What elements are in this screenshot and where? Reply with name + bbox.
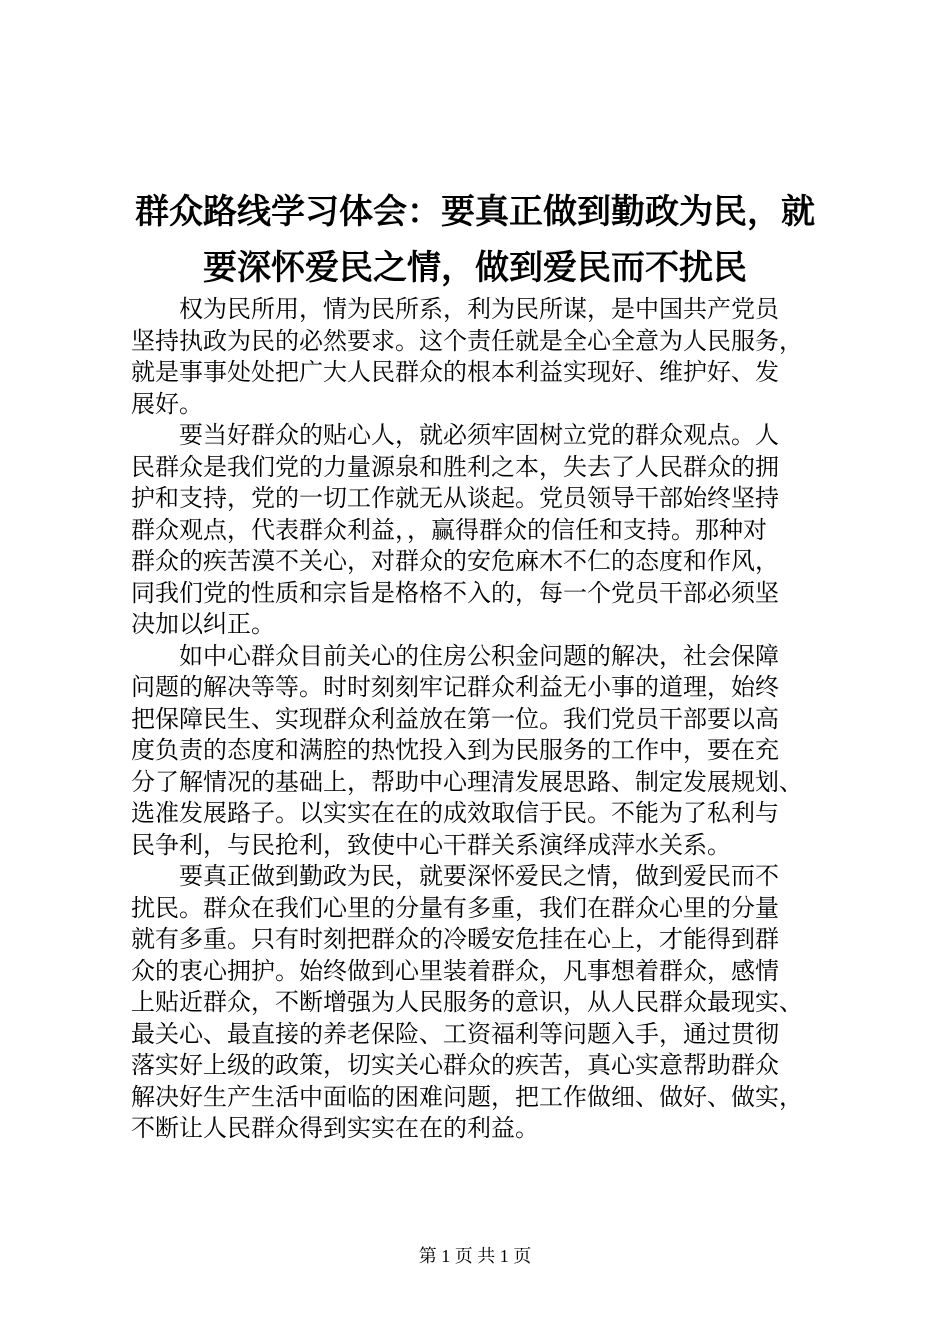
text-line: 如中心群众目前关心的住房公积金问题的解决，社会保障 — [131, 641, 779, 670]
text-line: 众的衷心拥护。始终做到心里装着群众，凡事想着群众，感情 — [131, 956, 779, 985]
paragraph — [131, 861, 831, 1145]
text-line: 分了解情况的基础上，帮助中心理清发展思路、制定发展规划、 — [131, 767, 803, 796]
text-line: 把保障民生、实现群众利益放在第一位。我们党员干部要以高 — [131, 704, 779, 733]
text-line: 护和支持，党的一切工作就无从谈起。党员领导干部始终坚持 — [131, 484, 779, 512]
page-footer: 第 1 页 共 1 页 — [418, 1246, 532, 1266]
text-line: 民争利，与民抢利，致使中心干群关系演绎成萍水关系。 — [131, 830, 731, 859]
text-line: 最关心、最直接的养老保险、工资福利等问题入手，通过贯彻 — [131, 1019, 779, 1048]
text-line: 民群众是我们党的力量源泉和胜利之本，失去了人民群众的拥 — [131, 452, 779, 481]
text-line: 同我们党的性质和宗旨是格格不入的，每一个党员干部必须坚 — [131, 578, 779, 607]
text-line: 要当好群众的贴心人，就必须牢固树立党的群众观点。人 — [131, 421, 779, 449]
text-line: 上贴近群众，不断增强为人民服务的意识，从人民群众最现实、 — [131, 988, 803, 1016]
text-line: 决加以纠正。 — [131, 610, 275, 638]
document-title — [100, 184, 850, 296]
title-line: 要深怀爱民之情，做到爱民而不扰民 — [203, 248, 747, 288]
text-line: 展好。 — [131, 389, 203, 418]
text-line: 度负责的态度和满腔的热忱投入到为民服务的工作中，要在充 — [131, 736, 779, 764]
paragraph — [131, 420, 831, 641]
paragraph — [131, 294, 831, 420]
text-line: 解决好生产生活中面临的困难问题，把工作做细、做好、做实， — [131, 1082, 803, 1111]
text-line: 群众的疾苦漠不关心，对群众的安危麻木不仁的态度和作风， — [131, 547, 779, 575]
text-line: 就是事事处处把广大人民群众的根本利益实现好、维护好、发 — [131, 358, 779, 386]
text-line: 不断让人民群众得到实实在在的利益。 — [131, 1114, 539, 1142]
text-line: 就有多重。只有时刻把群众的冷暖安危挂在心上，才能得到群 — [131, 925, 779, 953]
text-line: 要真正做到勤政为民，就要深怀爱民之情，做到爱民而不 — [131, 862, 779, 890]
text-line: 群众观点，代表群众利益，，赢得群众的信任和支持。那种对 — [131, 515, 767, 544]
text-line: 扰民。群众在我们心里的分量有多重，我们在群众心里的分量 — [131, 893, 779, 922]
text-line: 问题的解决等等。时时刻刻牢记群众利益无小事的道理，始终 — [131, 673, 779, 701]
title-line: 群众路线学习体会：要真正做到勤政为民，就 — [135, 192, 815, 232]
document-body — [131, 294, 831, 1145]
text-line: 权为民所用，情为民所系，利为民所谋，是中国共产党员 — [131, 295, 779, 323]
text-line: 落实好上级的政策，切实关心群众的疾苦，真心实意帮助群众 — [131, 1051, 779, 1079]
paragraph — [131, 641, 831, 862]
text-line: 坚持执政为民的必然要求。这个责任就是全心全意为人民服务， — [131, 326, 803, 355]
text-line: 选准发展路子。以实实在在的成效取信于民。不能为了私利与 — [131, 799, 779, 827]
